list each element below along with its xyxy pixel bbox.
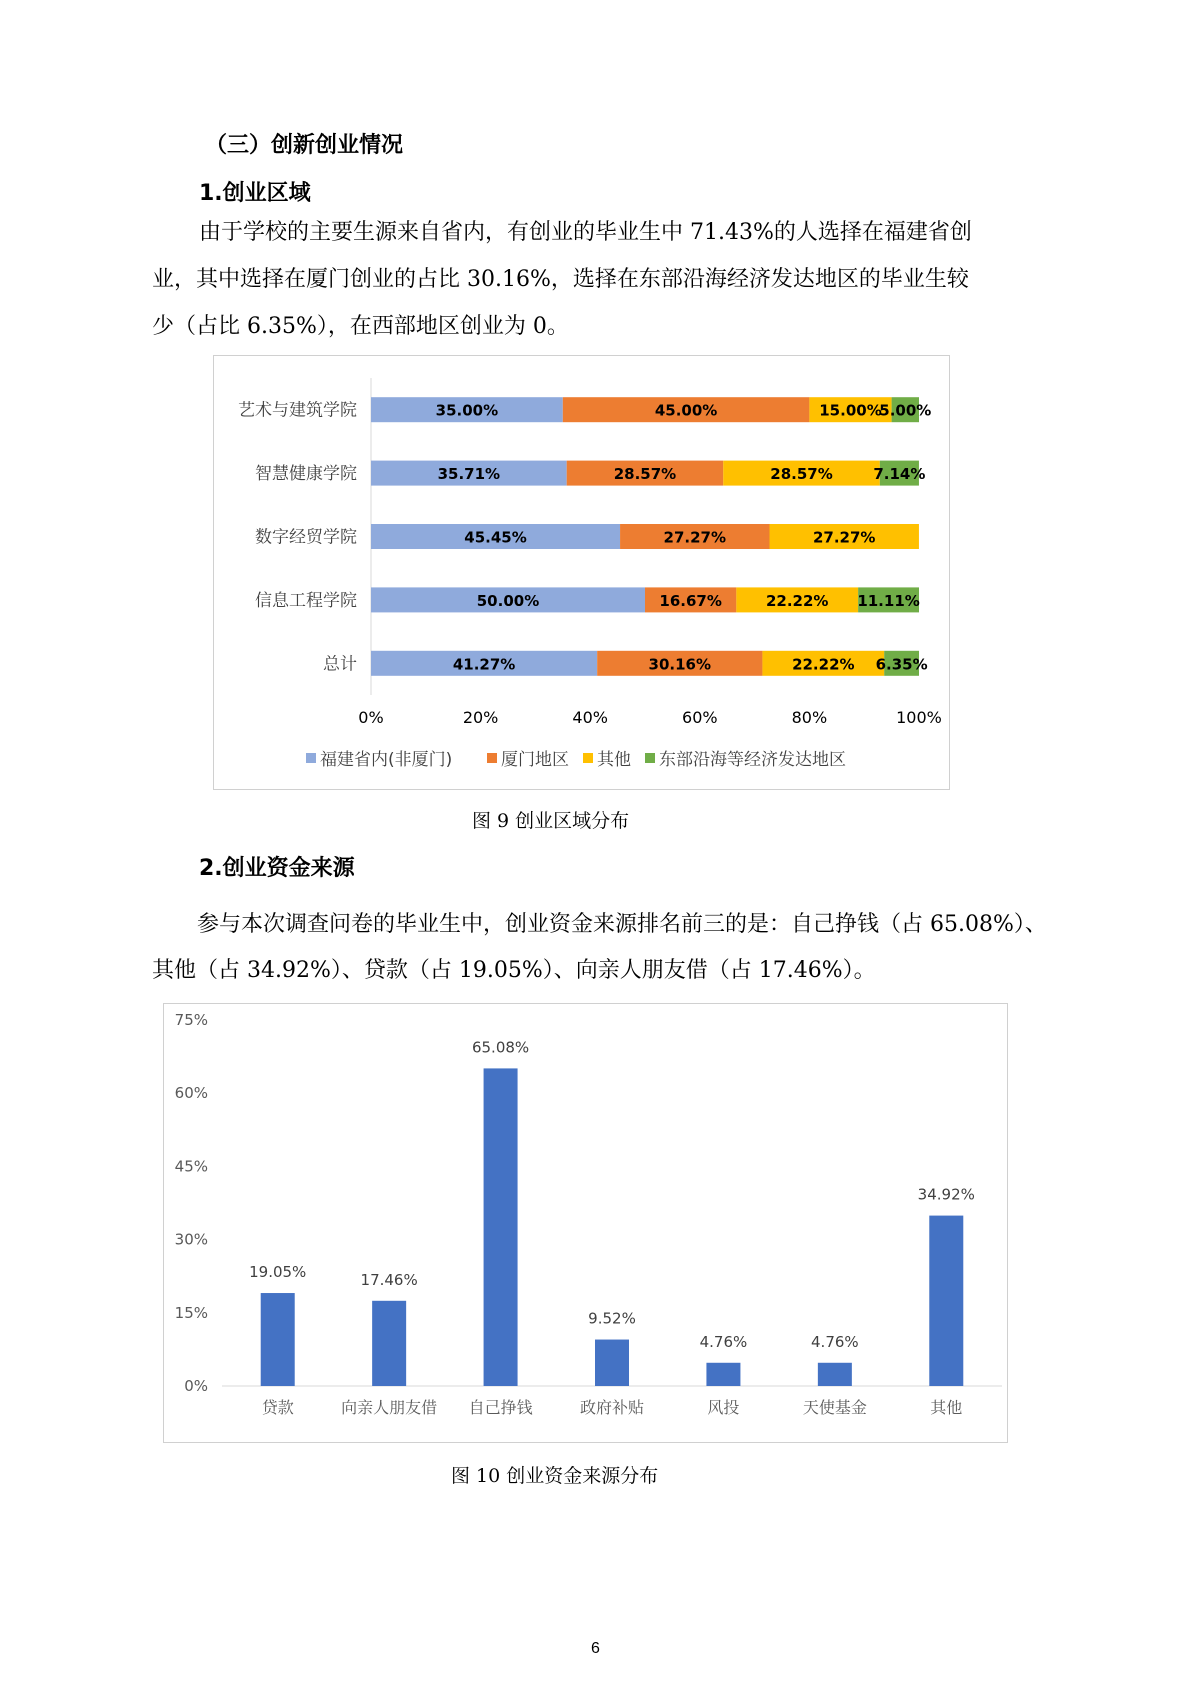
x-tick-label: 40% — [572, 708, 608, 727]
data-label: 27.27% — [663, 528, 727, 547]
legend-swatch — [487, 753, 497, 763]
bar — [706, 1363, 740, 1386]
category-label: 风投 — [707, 1398, 740, 1417]
category-label: 向亲人朋友借 — [341, 1398, 438, 1417]
paragraph-line: 参与本次调查问卷的毕业生中，创业资金来源排名前三的是：自己挣钱（占 65.08%）、 — [197, 912, 1047, 937]
section-heading: （三）创新创业情况 — [205, 133, 404, 158]
data-label: 15.00% — [819, 401, 882, 420]
x-tick-label: 60% — [682, 708, 718, 727]
column-bar-chart — [164, 1004, 1007, 1442]
legend-label: 厦门地区 — [501, 750, 569, 770]
bar — [595, 1340, 629, 1386]
category-label: 数字经贸学院 — [255, 527, 357, 548]
category-label: 艺术与建筑学院 — [238, 400, 357, 421]
category-label: 天使基金 — [802, 1398, 867, 1417]
paragraph-line: 由于学校的主要生源来自省内，有创业的毕业生中 71.43%的人选择在福建省创 — [199, 220, 972, 245]
legend-swatch — [645, 753, 655, 763]
y-tick-label: 15% — [174, 1303, 208, 1322]
x-tick-label: 100% — [896, 708, 942, 727]
legend-label: 福建省内(非厦门) — [320, 750, 453, 770]
data-label: 45.00% — [654, 401, 718, 420]
data-label: 9.52% — [588, 1309, 636, 1328]
data-label: 34.92% — [917, 1185, 975, 1204]
data-label: 65.08% — [471, 1038, 530, 1057]
data-label: 16.67% — [659, 591, 722, 610]
y-tick-label: 45% — [174, 1157, 208, 1176]
legend-swatch — [583, 753, 593, 763]
data-label: 17.46% — [360, 1270, 418, 1289]
y-tick-label: 60% — [174, 1084, 208, 1103]
data-label: 35.00% — [435, 401, 499, 420]
legend-label: 东部沿海等经济发达地区 — [659, 750, 846, 770]
category-label: 智慧健康学院 — [255, 464, 357, 485]
legend-label: 其他 — [597, 750, 631, 770]
y-tick-label: 75% — [174, 1011, 208, 1029]
data-label: 45.45% — [464, 528, 527, 547]
figure9-chart — [213, 355, 950, 790]
paragraph-line: 业，其中选择在厦门创业的占比 30.16%，选择在东部沿海经济发达地区的毕业生较 — [152, 267, 969, 292]
bar — [929, 1216, 963, 1386]
subsection-heading-region: 1.创业区域 — [199, 181, 311, 206]
x-tick-label: 0% — [358, 708, 384, 727]
data-label: 5.00% — [879, 401, 932, 420]
data-label: 11.11% — [857, 591, 920, 610]
data-label: 6.35% — [875, 655, 928, 674]
data-label: 22.22% — [765, 591, 829, 610]
x-tick-label: 80% — [791, 708, 828, 727]
bar — [372, 1301, 406, 1386]
y-tick-label: 0% — [184, 1377, 208, 1395]
category-label: 总计 — [323, 654, 357, 675]
figure10-caption: 图 10 创业资金来源分布 — [451, 1465, 659, 1487]
paragraph-line: 其他（占 34.92%）、贷款（占 19.05%）、向亲人朋友借（占 17.46%）。 — [152, 958, 876, 983]
page-number: 6 — [591, 1640, 600, 1657]
data-label: 22.22% — [792, 655, 855, 674]
data-label: 7.14% — [873, 465, 926, 484]
subsection-heading-funding: 2.创业资金来源 — [199, 856, 355, 881]
data-label: 30.16% — [648, 655, 712, 674]
data-label: 35.71% — [437, 465, 501, 484]
data-label: 4.76% — [699, 1332, 748, 1351]
y-tick-label: 30% — [174, 1230, 208, 1249]
paragraph-line: 少（占比 6.35%），在西部地区创业为 0。 — [152, 314, 569, 339]
bar — [261, 1293, 295, 1386]
figure10-chart — [163, 1003, 1008, 1443]
category-label: 政府补贴 — [579, 1398, 645, 1417]
data-label: 4.76% — [811, 1332, 859, 1351]
data-label: 28.57% — [613, 465, 677, 484]
category-label: 自己挣钱 — [468, 1398, 533, 1417]
legend-swatch — [306, 753, 316, 763]
data-label: 27.27% — [812, 528, 876, 547]
category-label: 贷款 — [261, 1398, 294, 1417]
x-tick-label: 20% — [462, 708, 499, 727]
category-label: 信息工程学院 — [255, 590, 357, 611]
stacked-bar-chart — [214, 356, 949, 789]
data-label: 41.27% — [452, 655, 516, 674]
data-label: 50.00% — [476, 591, 540, 610]
category-label: 其他 — [930, 1398, 963, 1417]
data-label: 19.05% — [249, 1263, 307, 1282]
bar — [484, 1068, 518, 1386]
bar — [818, 1363, 852, 1386]
data-label: 28.57% — [770, 465, 833, 484]
figure9-caption: 图 9 创业区域分布 — [472, 810, 630, 832]
